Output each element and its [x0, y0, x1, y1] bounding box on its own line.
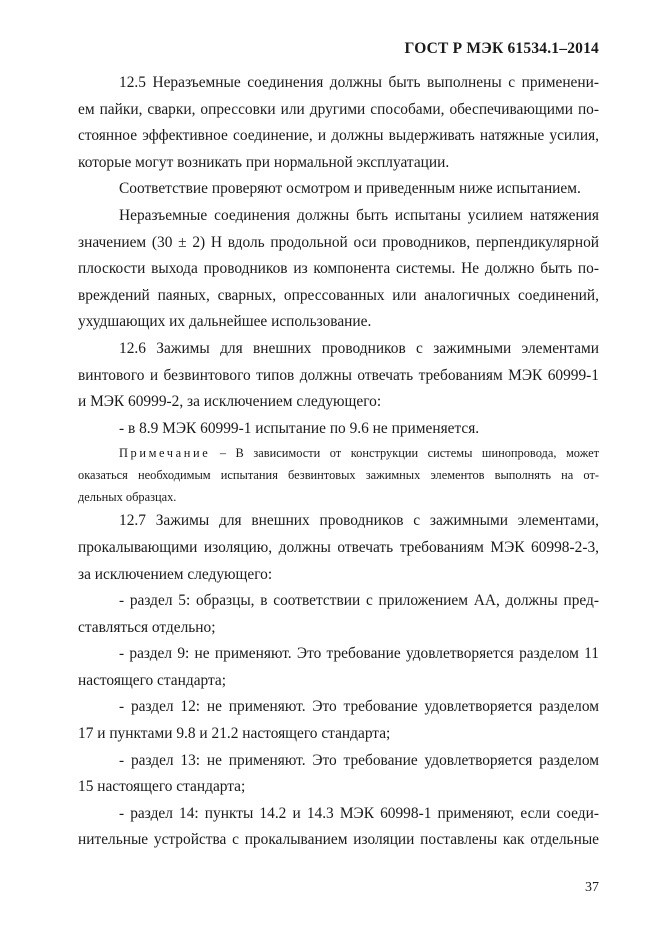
note-line: дельных образцах.	[78, 490, 177, 505]
text-line: 12.7 Зажимы для внешних проводников с зажимными элементами,	[119, 512, 599, 530]
text-line: - раздел 9: не применяют. Это требование удовлетворяется разделом 11	[119, 645, 599, 663]
list-item	[78, 588, 599, 641]
text-line: настоящего стандарта;	[78, 671, 227, 689]
text-line: за исключением следующего:	[78, 565, 273, 583]
paragraph-12-6	[78, 336, 599, 416]
text-line: - раздел 14: пункты 14.2 и 14.3 МЭК 60998-1 применяют, если соеди-	[119, 804, 599, 822]
text-line: 15 настоящего стандарта;	[78, 778, 246, 796]
text-line: плоскости выхода проводников из компонента системы. Не должно быть по-	[78, 260, 599, 278]
text-line: 17 и пунктами 9.8 и 21.2 настоящего стандарта;	[78, 725, 391, 743]
list-item	[78, 694, 599, 747]
list-item	[78, 641, 599, 694]
text-line: нительные устройства с прокалыванием изоляции поставлены как отдельные	[78, 831, 599, 849]
text-line: и МЭК 60999-2, за исключением следующего:	[78, 393, 382, 411]
text-line: вреждений паяных, сварных, опрессованных или аналогичных соединений,	[78, 286, 599, 304]
text-line: прокалывающими изоляцию, должны отвечать требованиям МЭК 60998-2-3,	[78, 538, 599, 556]
text-line: стоянное эффективное соединение, и должны выдерживать натяжные усилия,	[78, 127, 599, 145]
text-line: которые могут возникать при нормальной эксплуатации.	[78, 153, 450, 171]
document-header: ГОСТ Р МЭК 61534.1–2014	[404, 40, 599, 57]
paragraph-12-5	[78, 70, 599, 176]
text-line: 12.5 Неразъемные соединения должны быть выполнены с применени-	[119, 74, 599, 91]
text-line: ставляться отдельно;	[78, 618, 216, 636]
text-line: значением (30 ± 2) Н вдоль продольной оси проводников, перпендикулярной	[78, 233, 599, 251]
list-item	[78, 801, 599, 854]
note-text: – В зависимости от конструкции системы шинопровода, может	[210, 446, 599, 461]
page-number: 37	[585, 880, 599, 895]
paragraph-12-7	[78, 508, 599, 588]
text-line: - в 8.9 МЭК 60999-1 испытание по 9.6 не применяется.	[119, 419, 480, 437]
text-line: 12.6 Зажимы для внешних проводников с зажимными элементами	[119, 339, 599, 357]
text-line: ухудшающих их дальнейшее использование.	[78, 313, 372, 331]
paragraph-exception	[78, 416, 599, 443]
note-block	[78, 442, 599, 508]
note-label: Примечание	[119, 446, 211, 461]
text-line: - раздел 5: образцы, в соответствии с приложением АА, должны пред-	[119, 592, 599, 610]
note-line	[78, 442, 599, 464]
paragraph-compliance	[78, 176, 599, 203]
document-body	[78, 70, 599, 854]
text-line: Неразъемные соединения должны быть испытаны усилием натяжения	[119, 206, 599, 224]
note-line: оказаться необходимым испытания безвинтовых зажимных элементов выполнять на от-	[78, 468, 599, 483]
text-line: Соответствие проверяют осмотром и приведенным ниже испытанием.	[119, 180, 581, 198]
text-line: - раздел 13: не применяют. Это требование удовлетворяется разделом	[119, 751, 599, 769]
list-item	[78, 748, 599, 801]
text-line: ем пайки, сварки, опрессовки или другими способами, обеспечивающими по-	[78, 100, 599, 118]
text-line: винтового и безвинтового типов должны отвечать требованиям МЭК 60999-1	[78, 366, 599, 384]
paragraph-test	[78, 203, 599, 336]
text-line: - раздел 12: не применяют. Это требование удовлетворяется разделом	[119, 698, 599, 716]
